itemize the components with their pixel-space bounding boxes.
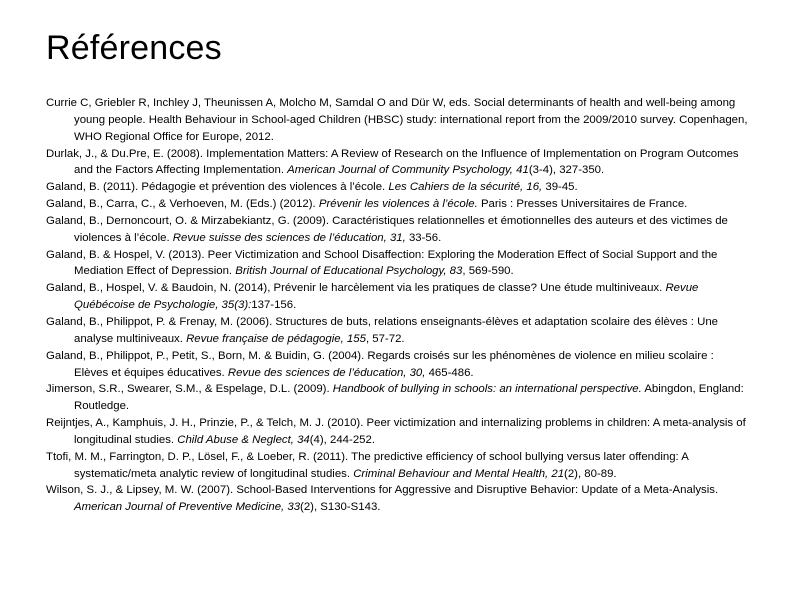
slide-title: Références	[46, 29, 222, 67]
reference-text: Galand, B., Hospel, V. & Baudoin, N. (2014), Prévenir le harcèlement via les pratiques de classe? Une étude multiniveaux.	[46, 282, 666, 295]
reference-text: Galand, B. & Hospel, V. (2013). Peer Victimization and School Disaffection: Exploring the Moderation Effect of Social Support and the Mediation Effect of Depression.	[46, 248, 718, 278]
reference-entry	[46, 95, 750, 146]
reference-source-italic: Revue suisse des sciences de l’éducation, 31,	[172, 231, 406, 244]
reference-text: Durlak, J., & Du.Pre, E. (2008). Implementation Matters: A Review of Research on the Influence of Implementation on Program Outcomes and the Factors Affecting Implementation.	[46, 147, 739, 177]
reference-entry	[46, 179, 750, 196]
reference-text: 137-156.	[251, 299, 297, 312]
reference-entry	[46, 314, 750, 348]
reference-entry	[46, 280, 750, 314]
reference-text: Abingdon, England: Routledge.	[74, 383, 744, 413]
reference-entry	[46, 213, 750, 247]
reference-text: Ttofi, M. M., Farrington, D. P., Lösel, F., & Loeber, R. (2011). The predictive efficiency of school bullying versus later offending: A systematic/meta analytic review of longitudinal studies.	[46, 450, 689, 480]
reference-source-italic: British Journal of Educational Psychology, 83	[235, 265, 463, 278]
reference-text: (4), 244-252.	[309, 433, 375, 446]
reference-text: Reijntjes, A., Kamphuis, J. H., Prinzie, P., & Telch, M. J. (2010). Peer victimization and internalizing problems in children: A meta-analysis of longitudinal studies.	[46, 417, 746, 446]
reference-text: Wilson, S. J., & Lipsey, M. W. (2007). School-Based Interventions for Aggressive and Disruptive Behavior: Update of a Meta-Analysis.	[46, 484, 719, 497]
reference-source-italic: Revue des sciences de l’éducation, 30,	[227, 366, 426, 379]
reference-entry	[46, 415, 750, 449]
reference-text: Jimerson, S.R., Swearer, S.M., & Espelage, D.L. (2009).	[46, 383, 333, 396]
reference-entry	[46, 348, 750, 382]
reference-text: Galand, B. (2011). Pédagogie et prévention des violences à l’école.	[46, 181, 389, 194]
reference-entry	[46, 247, 750, 281]
reference-entry	[46, 381, 750, 415]
reference-text: , 57-72.	[365, 332, 405, 345]
reference-text: Galand, B., Carra, C., & Verhoeven, M. (Eds.) (2012).	[46, 198, 319, 211]
reference-entry	[46, 146, 750, 180]
reference-source-italic: Child Abuse & Neglect, 34	[177, 433, 310, 446]
reference-text: 33-56.	[405, 231, 442, 244]
reference-text: 39-45.	[542, 181, 578, 194]
reference-entry	[46, 449, 750, 483]
reference-text: Galand, B., Dernoncourt, O. & Mirzabekiantz, G. (2009). Caractéristiques relationnelles et émotionnelles des auteurs et des victimes de violences à l’école.	[46, 214, 728, 244]
reference-entry	[46, 482, 750, 516]
reference-source-italic: American Journal of Preventive Medicine, 33	[74, 501, 301, 514]
reference-source-italic: American Journal of Community Psychology, 41	[287, 164, 529, 177]
reference-source-italic: Handbook of bullying in schools: an international perspective.	[332, 383, 642, 396]
reference-source-italic: Revue française de pédagogie, 155	[186, 332, 366, 345]
reference-source-italic: Criminal Behaviour and Mental Health, 21	[353, 467, 565, 480]
reference-text: Paris : Presses Universitaires de France.	[477, 198, 688, 211]
reference-source-italic: Les Cahiers de la sécurité, 16,	[388, 181, 543, 194]
reference-text: , 569-590.	[462, 265, 514, 278]
reference-entry	[46, 196, 750, 213]
reference-text: (3-4), 327-350.	[528, 164, 605, 177]
reference-text: (2), 80-89.	[564, 467, 617, 480]
reference-source-italic: Prévenir les violences à l’école.	[318, 198, 478, 211]
reference-list	[46, 95, 750, 516]
reference-source-italic: Revue Québécoise de Psychologie, 35(3):	[74, 282, 699, 312]
reference-text: Galand, B., Philippot, P. & Frenay, M. (2006). Structures de buts, relations enseignants-élèves et adaptation scolaire des élèves : Une analyse multiniveaux.	[46, 315, 718, 345]
reference-text: (2), S130-S143.	[300, 501, 381, 514]
reference-text: 465-486.	[425, 366, 474, 379]
reference-text: Currie C, Griebler R, Inchley J, Theunissen A, Molcho M, Samdal O and Dür W, eds. Social determinants of health and well-being among young people. Health Behaviour in School-aged Children (HBSC) study: international report from the 2009/2010 survey. Copenhagen, WHO Regional Office for Europe, 2012.	[46, 97, 748, 143]
reference-text: Galand, B., Philippot, P., Petit, S., Born, M. & Buidin, G. (2004). Regards croisés sur les phénomènes de violence en milieu scolaire : Elèves et équipes éducatives.	[46, 349, 714, 379]
